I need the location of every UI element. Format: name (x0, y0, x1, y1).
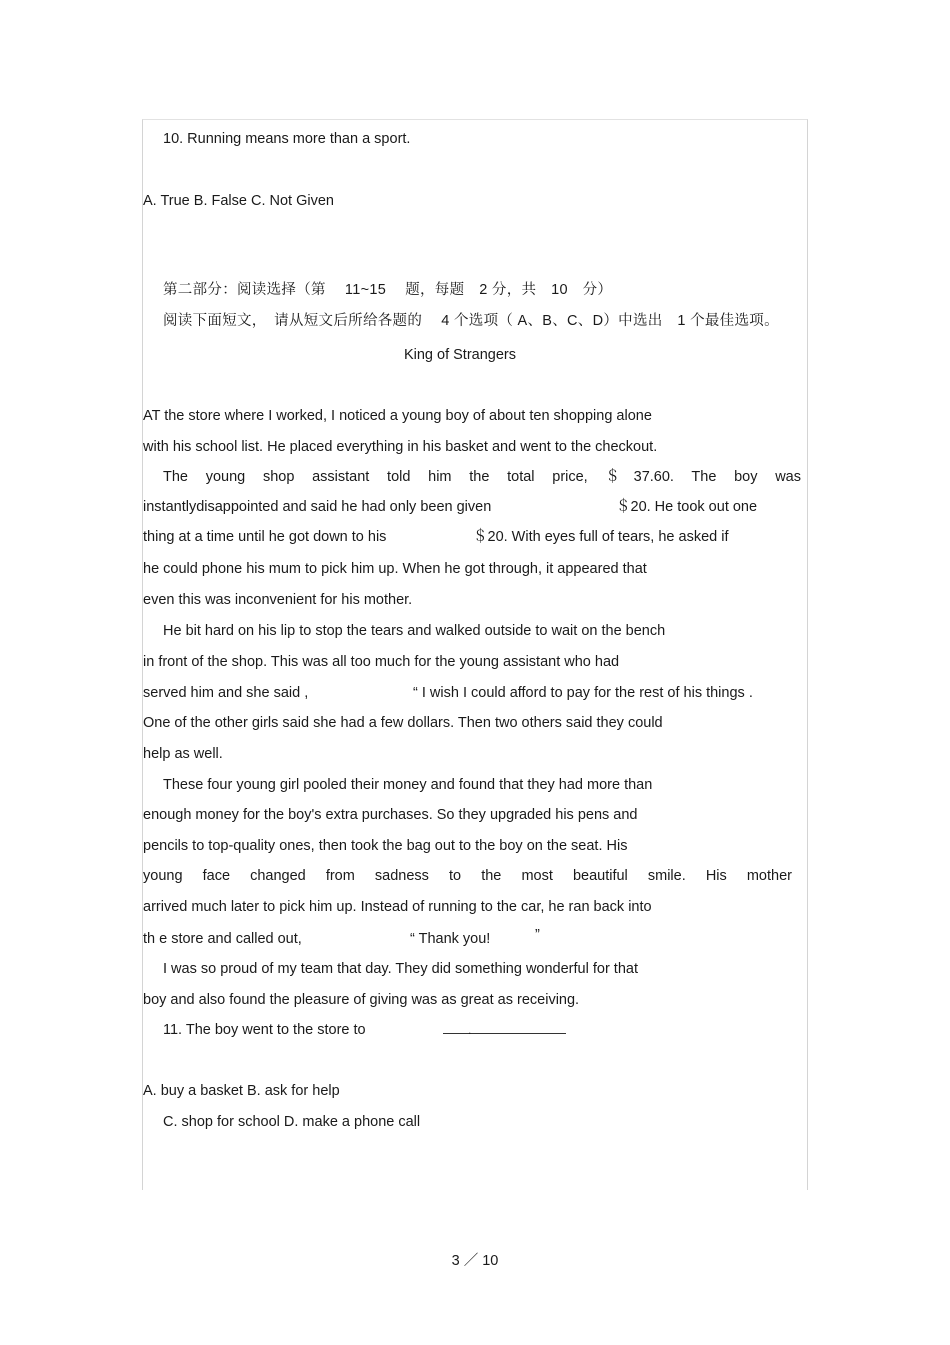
passage-line: with his school list. He placed everything in his basket and went to the checkout. (143, 439, 658, 455)
passage-line: boy and also found the pleasure of giving was as great as receiving. (143, 992, 580, 1008)
question-10-options: A. True B. False C. Not Given (143, 193, 334, 209)
passage-line: These four young girl pooled their money and found that they had more than (163, 777, 653, 793)
passage-line: He bit hard on his lip to stop the tears and walked outside to wait on the bench (163, 623, 666, 639)
passage-line: served him and she said , (143, 685, 309, 701)
passage-line: pencils to top-quality ones, then took the bag out to the boy on the seat. His (143, 838, 628, 854)
question-11-stem: 11. The boy went to the store to (163, 1022, 366, 1038)
passage-line: I was so proud of my team that day. They did something wonderful for that (163, 961, 638, 977)
passage-line: instantlydisappointed and said he had only been given (143, 499, 492, 515)
passage-line: help as well. (143, 746, 223, 762)
answer-blank (443, 1033, 566, 1034)
passage-line: ＄20. With eyes full of tears, he asked if (473, 529, 729, 545)
answer-blank-mark: . (468, 1023, 472, 1037)
passage-line: thing at a time until he got down to his (143, 529, 387, 545)
passage-line: even this was inconvenient for his mother. (143, 592, 413, 608)
passage-line: “ Thank you! (410, 931, 491, 947)
passage-line: th e store and called out, (143, 931, 302, 947)
passage-line: he could phone his mum to pick him up. When he got through, it appeared that (143, 561, 647, 577)
passage-line: arrived much later to pick him up. Instead of running to the car, he ran back into (143, 899, 652, 915)
question-11-options-ab: A. buy a basket B. ask for help (143, 1083, 340, 1099)
passage-title: King of Strangers (403, 347, 517, 363)
page-indicator: 3 ／ 10 (451, 1253, 499, 1269)
passage-line: in front of the shop. This was all too much for the young assistant who had (143, 654, 620, 670)
passage-line: ＄20. He took out one (616, 499, 758, 515)
passage-line: “ I wish I could afford to pay for the rest of his things . (413, 685, 753, 701)
passage-line: young face changed from sadness to the most beautiful smile. His mother (143, 868, 792, 884)
part-two-heading: 第二部分：阅读选择（第 11~15 题，每题 2 分，共 10 分） (163, 282, 613, 298)
passage-line: AT the store where I worked, I noticed a young boy of about ten shopping alone (143, 408, 652, 424)
passage-line: The young shop assistant told him the total price, ＄37.60. The boy was (163, 469, 801, 485)
question-10-stem: 10. Running means more than a sport. (163, 131, 411, 147)
part-two-instruction: 阅读下面短文， 请从短文后所给各题的 4 个选项（ A、B、C、D）中选出 1 个最佳选项。 (163, 313, 779, 329)
question-11-options-cd: C. shop for school D. make a phone call (163, 1114, 421, 1130)
passage-line: One of the other girls said she had a few dollars. Then two others said they could (143, 715, 663, 731)
passage-line: enough money for the boy's extra purchases. So they upgraded his pens and (143, 807, 638, 823)
passage-line: ” (535, 927, 540, 943)
